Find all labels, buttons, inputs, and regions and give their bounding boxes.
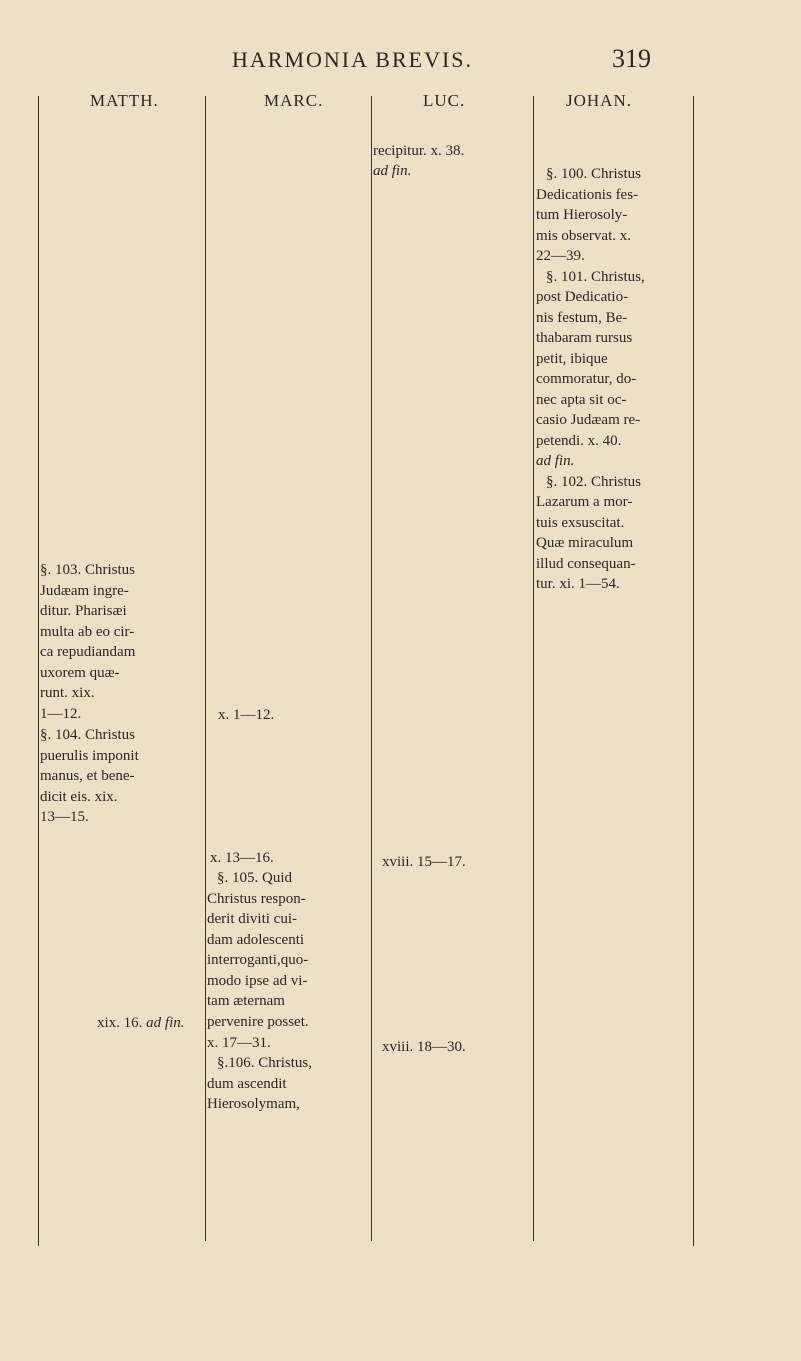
column-heading-johan: JOHAN. <box>566 91 632 110</box>
column-rule-3 <box>533 96 534 1241</box>
johan-section-100: §. 100. Christus Dedicationis fes- tum Hierosoly- mis observat. x. 22—39. <box>536 166 642 264</box>
column-rule-2 <box>371 96 372 1241</box>
column-heading-marc: MARC. <box>264 91 324 110</box>
matth-ref-xix-16: xix. 16. ad fin. <box>97 1015 185 1031</box>
luc-top-ad-fin: ad fin. <box>373 163 412 179</box>
running-title: HARMONIA BREVIS. <box>232 47 474 72</box>
column-rule-left <box>38 96 39 1246</box>
luc-ref-xviii-18: xviii. 18—30. <box>382 1039 466 1055</box>
marc-ref-x-13: x. 13—16. <box>210 850 274 866</box>
marc-section-106: §.106. Christus, dum ascendit Hierosolymam, <box>207 1055 313 1112</box>
marc-section-105: §. 105. Quid Christus respon- derit diviti cui- dam adolescenti interroganti,quo- modo ipse ad vi- tam æternam pervenire posset. <box>207 870 309 1030</box>
luc-ref-xviii-15: xviii. 15—17. <box>382 854 466 870</box>
page-number: 319 <box>612 44 651 73</box>
column-rule-1 <box>205 96 206 1241</box>
johan-section-102: §. 102. Christus Lazarum a mor- tuis exsuscitat. Quæ miraculum illud consequan- tur. xi. 1—54. <box>536 473 642 592</box>
johan-sections <box>536 164 645 595</box>
marc-ref-x-17: x. 17—31. <box>207 1035 271 1051</box>
johan-section-101: §. 101. Christus, post Dedicatio- nis festum, Be- thabaram rursus petit, ibique commoratur, do- nec apta sit oc- casio Judæam re- petendi. x. 40. ad fin. <box>536 268 645 469</box>
luc-top-ref: recipitur. x. 38. <box>373 143 465 159</box>
matth-section-103: §. 103. Christus Judæam ingre- ditur. Pharisæi multa ab eo cir- ca repudiandam uxorem quæ- runt. xix. 1—12. <box>40 562 136 722</box>
matth-section-104: §. 104. Christus puerulis imponit manus, et bene- dicit eis. xix. 13—15. <box>40 727 139 825</box>
column-rule-right <box>693 96 694 1246</box>
column-heading-matth: MATTH. <box>90 91 159 110</box>
column-heading-luc: LUC. <box>423 91 466 110</box>
marc-ref-x-1: x. 1—12. <box>218 707 275 723</box>
